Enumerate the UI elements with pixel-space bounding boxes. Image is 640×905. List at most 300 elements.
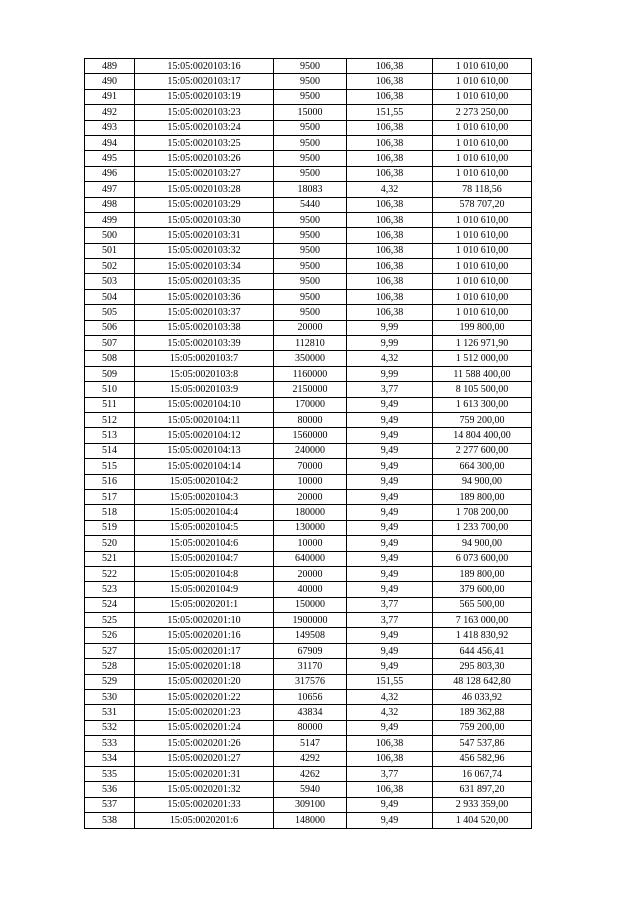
cadastral-value-cell: 1 010 610,00 [433, 135, 532, 150]
specific-value-cell: 106,38 [347, 166, 433, 181]
area-cell: 40000 [274, 582, 347, 597]
specific-value-cell: 106,38 [347, 74, 433, 89]
specific-value-cell: 106,38 [347, 736, 433, 751]
cadastral-number-cell: 15:05:0020201:1 [135, 597, 274, 612]
specific-value-cell: 106,38 [347, 782, 433, 797]
area-cell: 4262 [274, 766, 347, 781]
cadastral-value-cell: 456 582,96 [433, 751, 532, 766]
area-cell: 150000 [274, 597, 347, 612]
row-number-cell: 493 [85, 120, 135, 135]
cadastral-value-cell: 1 233 700,00 [433, 520, 532, 535]
row-number-cell: 524 [85, 597, 135, 612]
specific-value-cell: 4,32 [347, 182, 433, 197]
area-cell: 112810 [274, 336, 347, 351]
area-cell: 4292 [274, 751, 347, 766]
cadastral-number-cell: 15:05:0020201:10 [135, 613, 274, 628]
area-cell: 9500 [274, 243, 347, 258]
cadastral-number-cell: 15:05:0020201:18 [135, 659, 274, 674]
cadastral-number-cell: 15:05:0020104:10 [135, 397, 274, 412]
specific-value-cell: 9,49 [347, 720, 433, 735]
table-row [85, 489, 532, 504]
cadastral-value-cell: 578 707,20 [433, 197, 532, 212]
cadastral-number-cell: 15:05:0020201:17 [135, 643, 274, 658]
area-cell: 240000 [274, 443, 347, 458]
area-cell: 9500 [274, 59, 347, 74]
table-row [85, 690, 532, 705]
cadastral-number-cell: 15:05:0020201:31 [135, 766, 274, 781]
area-cell: 5940 [274, 782, 347, 797]
table-row [85, 135, 532, 150]
cadastral-number-cell: 15:05:0020103:39 [135, 336, 274, 351]
area-cell: 2150000 [274, 382, 347, 397]
specific-value-cell: 106,38 [347, 135, 433, 150]
table-row [85, 397, 532, 412]
specific-value-cell: 9,49 [347, 520, 433, 535]
cadastral-value-cell: 295 803,30 [433, 659, 532, 674]
area-cell: 18083 [274, 182, 347, 197]
cadastral-number-cell: 15:05:0020103:26 [135, 151, 274, 166]
table-row [85, 89, 532, 104]
cadastral-number-cell: 15:05:0020103:31 [135, 228, 274, 243]
cadastral-number-cell: 15:05:0020103:37 [135, 305, 274, 320]
specific-value-cell: 4,32 [347, 705, 433, 720]
cadastral-number-cell: 15:05:0020103:19 [135, 89, 274, 104]
cadastral-value-cell: 78 118,56 [433, 182, 532, 197]
specific-value-cell: 9,49 [347, 474, 433, 489]
row-number-cell: 492 [85, 105, 135, 120]
row-number-cell: 496 [85, 166, 135, 181]
table-row [85, 505, 532, 520]
cadastral-value-cell: 644 456,41 [433, 643, 532, 658]
specific-value-cell: 3,77 [347, 382, 433, 397]
cadastral-value-cell: 759 200,00 [433, 412, 532, 427]
area-cell: 350000 [274, 351, 347, 366]
table-row [85, 597, 532, 612]
row-number-cell: 529 [85, 674, 135, 689]
area-cell: 67909 [274, 643, 347, 658]
area-cell: 180000 [274, 505, 347, 520]
area-cell: 9500 [274, 228, 347, 243]
table-row [85, 166, 532, 181]
area-cell: 31170 [274, 659, 347, 674]
table-row [85, 736, 532, 751]
table-row [85, 412, 532, 427]
cadastral-number-cell: 15:05:0020104:6 [135, 536, 274, 551]
row-number-cell: 504 [85, 289, 135, 304]
table-row [85, 474, 532, 489]
cadastral-value-cell: 46 033,92 [433, 690, 532, 705]
area-cell: 10000 [274, 536, 347, 551]
specific-value-cell: 106,38 [347, 228, 433, 243]
cadastral-value-cell: 631 897,20 [433, 782, 532, 797]
cadastral-number-cell: 15:05:0020103:34 [135, 259, 274, 274]
row-number-cell: 494 [85, 135, 135, 150]
row-number-cell: 497 [85, 182, 135, 197]
area-cell: 9500 [274, 259, 347, 274]
row-number-cell: 521 [85, 551, 135, 566]
table-row [85, 428, 532, 443]
area-cell: 10000 [274, 474, 347, 489]
specific-value-cell: 3,77 [347, 613, 433, 628]
cadastral-number-cell: 15:05:0020103:27 [135, 166, 274, 181]
row-number-cell: 525 [85, 613, 135, 628]
specific-value-cell: 9,49 [347, 412, 433, 427]
row-number-cell: 502 [85, 259, 135, 274]
cadastral-value-cell: 1 010 610,00 [433, 89, 532, 104]
table-row [85, 351, 532, 366]
row-number-cell: 499 [85, 212, 135, 227]
area-cell: 9500 [274, 305, 347, 320]
area-cell: 148000 [274, 813, 347, 828]
area-cell: 9500 [274, 135, 347, 150]
area-cell: 1560000 [274, 428, 347, 443]
area-cell: 9500 [274, 89, 347, 104]
table-row [85, 74, 532, 89]
cadastral-value-cell: 94 900,00 [433, 474, 532, 489]
table-row [85, 443, 532, 458]
table-row [85, 120, 532, 135]
cadastral-value-cell: 189 362,88 [433, 705, 532, 720]
table-row [85, 766, 532, 781]
table-row [85, 459, 532, 474]
cadastral-value-cell: 1 010 610,00 [433, 212, 532, 227]
specific-value-cell: 9,49 [347, 659, 433, 674]
row-number-cell: 527 [85, 643, 135, 658]
area-cell: 80000 [274, 412, 347, 427]
row-number-cell: 508 [85, 351, 135, 366]
table-row [85, 751, 532, 766]
area-cell: 1160000 [274, 366, 347, 381]
specific-value-cell: 9,49 [347, 813, 433, 828]
specific-value-cell: 151,55 [347, 674, 433, 689]
cadastral-number-cell: 15:05:0020104:2 [135, 474, 274, 489]
area-cell: 9500 [274, 151, 347, 166]
specific-value-cell: 106,38 [347, 151, 433, 166]
row-number-cell: 511 [85, 397, 135, 412]
cadastral-value-cell: 1 613 300,00 [433, 397, 532, 412]
table-row [85, 582, 532, 597]
row-number-cell: 509 [85, 366, 135, 381]
row-number-cell: 534 [85, 751, 135, 766]
area-cell: 70000 [274, 459, 347, 474]
specific-value-cell: 106,38 [347, 120, 433, 135]
cadastral-number-cell: 15:05:0020103:38 [135, 320, 274, 335]
cadastral-value-cell: 2 273 250,00 [433, 105, 532, 120]
row-number-cell: 528 [85, 659, 135, 674]
area-cell: 20000 [274, 566, 347, 581]
row-number-cell: 519 [85, 520, 135, 535]
specific-value-cell: 9,49 [347, 566, 433, 581]
cadastral-number-cell: 15:05:0020201:26 [135, 736, 274, 751]
area-cell: 10656 [274, 690, 347, 705]
cadastral-number-cell: 15:05:0020201:27 [135, 751, 274, 766]
table-row [85, 274, 532, 289]
table-row [85, 813, 532, 828]
area-cell: 317576 [274, 674, 347, 689]
table-row [85, 259, 532, 274]
row-number-cell: 518 [85, 505, 135, 520]
specific-value-cell: 9,49 [347, 397, 433, 412]
table-row [85, 59, 532, 74]
cadastral-value-cell: 1 010 610,00 [433, 59, 532, 74]
row-number-cell: 516 [85, 474, 135, 489]
cadastral-value-cell: 664 300,00 [433, 459, 532, 474]
cadastral-number-cell: 15:05:0020201:16 [135, 628, 274, 643]
cadastral-value-cell: 1 708 200,00 [433, 505, 532, 520]
row-number-cell: 515 [85, 459, 135, 474]
table-row [85, 320, 532, 335]
cadastral-number-cell: 15:05:0020103:35 [135, 274, 274, 289]
cadastral-value-cell: 1 512 000,00 [433, 351, 532, 366]
specific-value-cell: 106,38 [347, 243, 433, 258]
cadastral-value-cell: 1 010 610,00 [433, 120, 532, 135]
table-body [85, 59, 532, 829]
row-number-cell: 522 [85, 566, 135, 581]
table-row [85, 212, 532, 227]
area-cell: 149508 [274, 628, 347, 643]
table-row [85, 536, 532, 551]
table-row [85, 705, 532, 720]
cadastral-number-cell: 15:05:0020104:4 [135, 505, 274, 520]
cadastral-value-cell: 1 010 610,00 [433, 74, 532, 89]
specific-value-cell: 106,38 [347, 59, 433, 74]
cadastral-value-cell: 48 128 642,80 [433, 674, 532, 689]
row-number-cell: 536 [85, 782, 135, 797]
row-number-cell: 531 [85, 705, 135, 720]
cadastral-value-cell: 759 200,00 [433, 720, 532, 735]
area-cell: 9500 [274, 74, 347, 89]
cadastral-number-cell: 15:05:0020103:32 [135, 243, 274, 258]
row-number-cell: 513 [85, 428, 135, 443]
cadastral-value-cell: 1 010 610,00 [433, 151, 532, 166]
table-row [85, 105, 532, 120]
cadastral-number-cell: 15:05:0020104:13 [135, 443, 274, 458]
area-cell: 9500 [274, 120, 347, 135]
row-number-cell: 505 [85, 305, 135, 320]
cadastral-value-cell: 1 010 610,00 [433, 274, 532, 289]
table-row [85, 628, 532, 643]
cadastral-value-cell: 1 010 610,00 [433, 289, 532, 304]
cadastral-number-cell: 15:05:0020201:6 [135, 813, 274, 828]
cadastral-number-cell: 15:05:0020201:32 [135, 782, 274, 797]
row-number-cell: 510 [85, 382, 135, 397]
row-number-cell: 495 [85, 151, 135, 166]
cadastral-value-cell: 14 804 400,00 [433, 428, 532, 443]
table-row [85, 182, 532, 197]
row-number-cell: 532 [85, 720, 135, 735]
row-number-cell: 500 [85, 228, 135, 243]
specific-value-cell: 151,55 [347, 105, 433, 120]
specific-value-cell: 9,49 [347, 797, 433, 812]
cadastral-number-cell: 15:05:0020103:9 [135, 382, 274, 397]
table-row [85, 720, 532, 735]
row-number-cell: 489 [85, 59, 135, 74]
area-cell: 20000 [274, 489, 347, 504]
area-cell: 5147 [274, 736, 347, 751]
row-number-cell: 512 [85, 412, 135, 427]
specific-value-cell: 106,38 [347, 212, 433, 227]
cadastral-value-cell: 379 600,00 [433, 582, 532, 597]
specific-value-cell: 3,77 [347, 766, 433, 781]
cadastral-number-cell: 15:05:0020103:36 [135, 289, 274, 304]
specific-value-cell: 3,77 [347, 597, 433, 612]
row-number-cell: 537 [85, 797, 135, 812]
cadastral-value-cell: 11 588 400,00 [433, 366, 532, 381]
cadastral-number-cell: 15:05:0020104:5 [135, 520, 274, 535]
specific-value-cell: 106,38 [347, 751, 433, 766]
area-cell: 9500 [274, 166, 347, 181]
area-cell: 80000 [274, 720, 347, 735]
table-row [85, 366, 532, 381]
cadastral-value-cell: 565 500,00 [433, 597, 532, 612]
table-row [85, 797, 532, 812]
table-row [85, 336, 532, 351]
cadastral-value-cell: 189 800,00 [433, 566, 532, 581]
row-number-cell: 514 [85, 443, 135, 458]
table-row [85, 289, 532, 304]
table-row [85, 782, 532, 797]
row-number-cell: 535 [85, 766, 135, 781]
specific-value-cell: 9,49 [347, 459, 433, 474]
area-cell: 20000 [274, 320, 347, 335]
table-row [85, 243, 532, 258]
cadastral-value-cell: 8 105 500,00 [433, 382, 532, 397]
cadastral-value-cell: 1 010 610,00 [433, 228, 532, 243]
cadastral-number-cell: 15:05:0020201:33 [135, 797, 274, 812]
cadastral-value-cell: 2 277 600,00 [433, 443, 532, 458]
area-cell: 9500 [274, 289, 347, 304]
table-row [85, 551, 532, 566]
cadastral-value-cell: 1 126 971,90 [433, 336, 532, 351]
table-row [85, 197, 532, 212]
row-number-cell: 523 [85, 582, 135, 597]
specific-value-cell: 9,49 [347, 489, 433, 504]
cadastral-number-cell: 15:05:0020103:28 [135, 182, 274, 197]
cadastral-number-cell: 15:05:0020103:17 [135, 74, 274, 89]
table-row [85, 659, 532, 674]
specific-value-cell: 9,99 [347, 320, 433, 335]
specific-value-cell: 106,38 [347, 89, 433, 104]
cadastral-number-cell: 15:05:0020201:23 [135, 705, 274, 720]
cadastral-number-cell: 15:05:0020103:24 [135, 120, 274, 135]
cadastral-value-cell: 1 010 610,00 [433, 305, 532, 320]
specific-value-cell: 9,49 [347, 643, 433, 658]
cadastral-value-cell: 199 800,00 [433, 320, 532, 335]
cadastral-number-cell: 15:05:0020201:24 [135, 720, 274, 735]
specific-value-cell: 9,49 [347, 628, 433, 643]
area-cell: 170000 [274, 397, 347, 412]
specific-value-cell: 106,38 [347, 197, 433, 212]
cadastral-value-cell: 189 800,00 [433, 489, 532, 504]
cadastral-number-cell: 15:05:0020104:9 [135, 582, 274, 597]
cadastral-value-cell: 1 404 520,00 [433, 813, 532, 828]
row-number-cell: 533 [85, 736, 135, 751]
specific-value-cell: 9,49 [347, 582, 433, 597]
cadastral-number-cell: 15:05:0020103:25 [135, 135, 274, 150]
cadastral-number-cell: 15:05:0020104:8 [135, 566, 274, 581]
specific-value-cell: 9,49 [347, 551, 433, 566]
cadastral-value-cell: 16 067,74 [433, 766, 532, 781]
row-number-cell: 507 [85, 336, 135, 351]
table-row [85, 566, 532, 581]
specific-value-cell: 106,38 [347, 259, 433, 274]
specific-value-cell: 9,99 [347, 336, 433, 351]
specific-value-cell: 4,32 [347, 690, 433, 705]
row-number-cell: 490 [85, 74, 135, 89]
cadastral-value-cell: 1 010 610,00 [433, 259, 532, 274]
table-row [85, 382, 532, 397]
row-number-cell: 538 [85, 813, 135, 828]
cadastral-number-cell: 15:05:0020104:7 [135, 551, 274, 566]
row-number-cell: 526 [85, 628, 135, 643]
cadastral-number-cell: 15:05:0020103:29 [135, 197, 274, 212]
cadastral-number-cell: 15:05:0020104:11 [135, 412, 274, 427]
specific-value-cell: 106,38 [347, 289, 433, 304]
specific-value-cell: 9,49 [347, 428, 433, 443]
area-cell: 9500 [274, 212, 347, 227]
cadastral-number-cell: 15:05:0020103:30 [135, 212, 274, 227]
cadastral-value-cell: 94 900,00 [433, 536, 532, 551]
row-number-cell: 498 [85, 197, 135, 212]
cadastral-number-cell: 15:05:0020104:14 [135, 459, 274, 474]
cadastral-value-cell: 1 010 610,00 [433, 243, 532, 258]
cadastral-number-cell: 15:05:0020104:3 [135, 489, 274, 504]
row-number-cell: 517 [85, 489, 135, 504]
specific-value-cell: 9,49 [347, 505, 433, 520]
area-cell: 640000 [274, 551, 347, 566]
area-cell: 130000 [274, 520, 347, 535]
cadastral-number-cell: 15:05:0020104:12 [135, 428, 274, 443]
area-cell: 9500 [274, 274, 347, 289]
cadastral-value-cell: 1 418 830,92 [433, 628, 532, 643]
cadastral-value-cell: 7 163 000,00 [433, 613, 532, 628]
table-row [85, 151, 532, 166]
table-row [85, 674, 532, 689]
row-number-cell: 530 [85, 690, 135, 705]
area-cell: 1900000 [274, 613, 347, 628]
specific-value-cell: 9,49 [347, 536, 433, 551]
row-number-cell: 501 [85, 243, 135, 258]
table-row [85, 228, 532, 243]
specific-value-cell: 106,38 [347, 274, 433, 289]
table-row [85, 643, 532, 658]
area-cell: 5440 [274, 197, 347, 212]
row-number-cell: 520 [85, 536, 135, 551]
cadastral-number-cell: 15:05:0020103:16 [135, 59, 274, 74]
area-cell: 15000 [274, 105, 347, 120]
cadastral-number-cell: 15:05:0020103:23 [135, 105, 274, 120]
cadastral-number-cell: 15:05:0020201:20 [135, 674, 274, 689]
cadastral-number-cell: 15:05:0020103:7 [135, 351, 274, 366]
cadastral-value-table [84, 58, 532, 829]
cadastral-value-cell: 1 010 610,00 [433, 166, 532, 181]
specific-value-cell: 9,99 [347, 366, 433, 381]
cadastral-number-cell: 15:05:0020201:22 [135, 690, 274, 705]
row-number-cell: 503 [85, 274, 135, 289]
specific-value-cell: 4,32 [347, 351, 433, 366]
specific-value-cell: 106,38 [347, 305, 433, 320]
area-cell: 309100 [274, 797, 347, 812]
table-row [85, 305, 532, 320]
cadastral-value-cell: 6 073 600,00 [433, 551, 532, 566]
specific-value-cell: 9,49 [347, 443, 433, 458]
table-row [85, 520, 532, 535]
table-row [85, 613, 532, 628]
cadastral-value-cell: 2 933 359,00 [433, 797, 532, 812]
area-cell: 43834 [274, 705, 347, 720]
row-number-cell: 506 [85, 320, 135, 335]
row-number-cell: 491 [85, 89, 135, 104]
